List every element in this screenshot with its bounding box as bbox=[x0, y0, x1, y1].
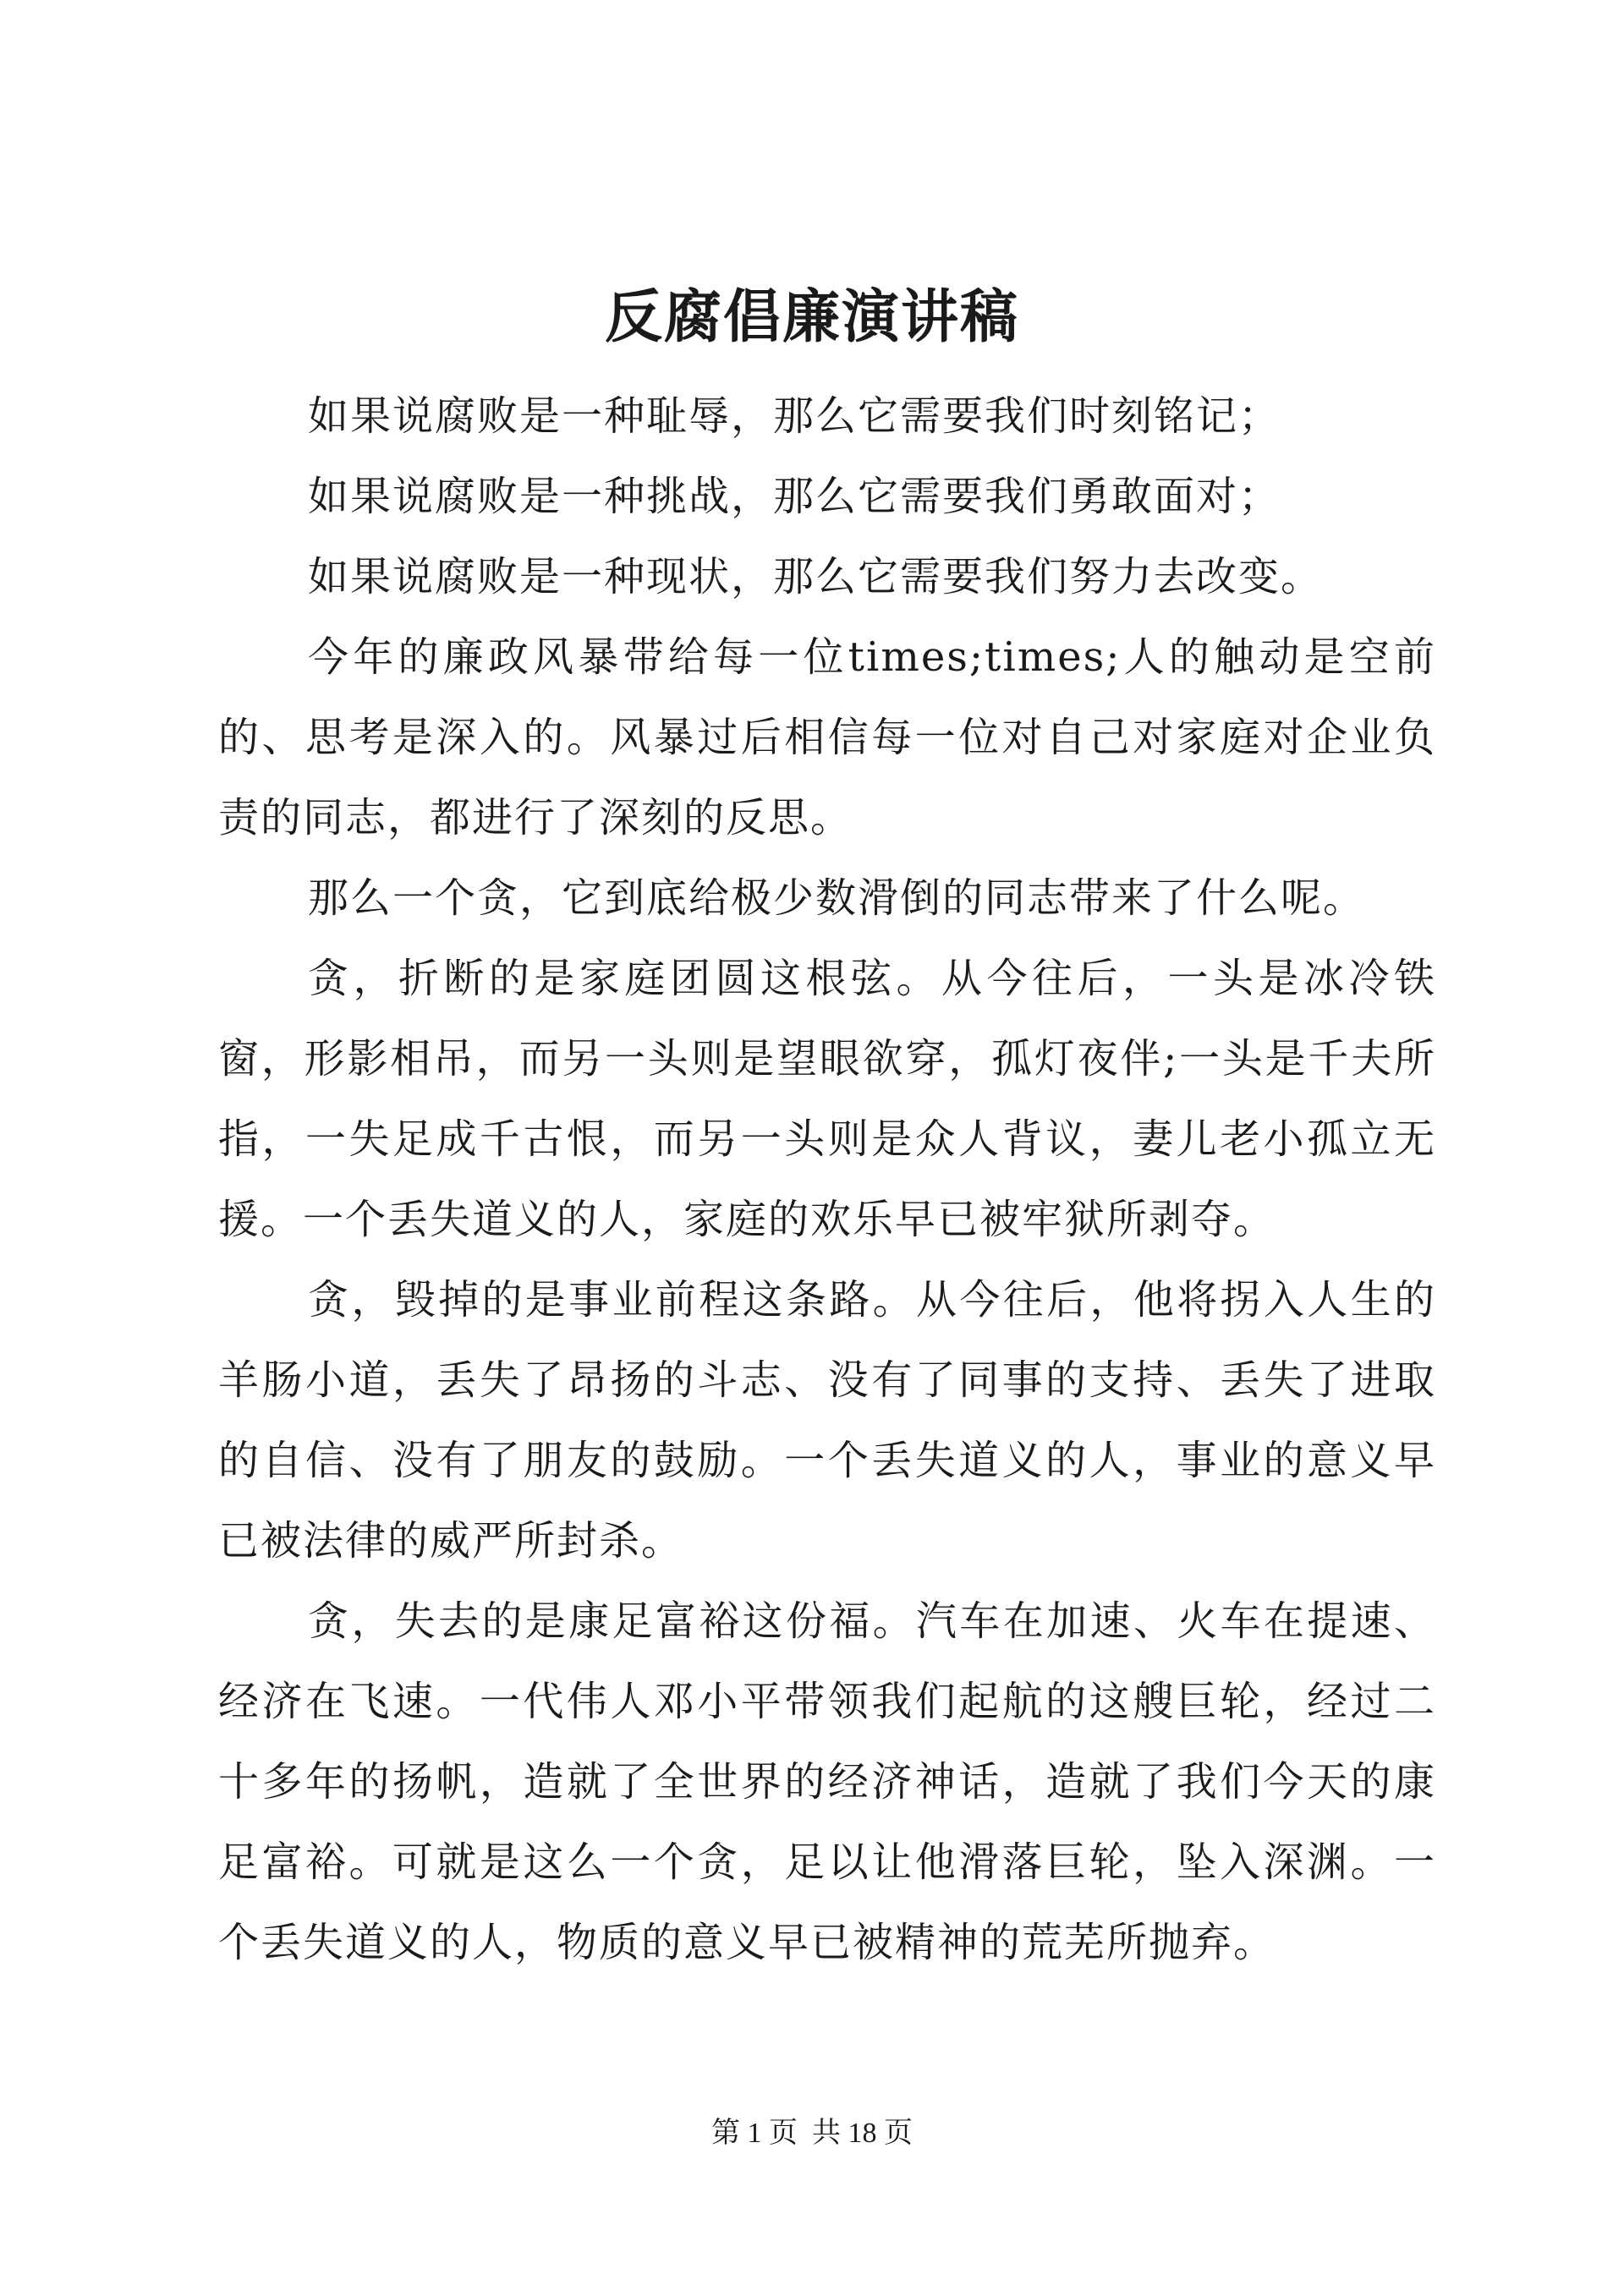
page-number-label: 第 1 页 共 18 页 bbox=[711, 2118, 913, 2149]
document-body bbox=[218, 376, 1436, 1983]
page-footer bbox=[0, 2112, 1624, 2155]
paragraph: 如果说腐败是一种耻辱，那么它需要我们时刻铭记； bbox=[308, 392, 1281, 440]
paragraph: 今年的廉政风暴带给每一位times;times;人的触动是空前的、思考是深入的。风暴过后相信每一位对自己对家庭对企业负责的同志，都进行了深刻的反思。 bbox=[218, 633, 1436, 841]
paragraph: 贪，失去的是康足富裕这份福。汽车在加速、火车在提速、经济在飞速。一代伟人邓小平带领我们起航的这艘巨轮，经过二十多年的扬帆，造就了全世界的经济神话，造就了我们今天的康足富裕。可就是这么一个贪，足以让他滑落巨轮，坠入深渊。一个丢失道义的人，物质的意义早已被精神的荒芜所抛弃。 bbox=[218, 1597, 1436, 1966]
paragraph: 如果说腐败是一种现状，那么它需要我们努力去改变。 bbox=[308, 553, 1324, 600]
paragraph: 那么一个贪，它到底给极少数滑倒的同志带来了什么呢。 bbox=[308, 874, 1366, 922]
document-title: 反腐倡廉演讲稿 bbox=[604, 283, 1019, 351]
paragraph: 如果说腐败是一种挑战，那么它需要我们勇敢面对； bbox=[308, 473, 1281, 520]
paragraph: 贪，毁掉的是事业前程这条路。从今往后，他将拐入人生的羊肠小道，丢失了昂扬的斗志、没有了同事的支持、丢失了进取的自信、没有了朋友的鼓励。一个丢失道义的人，事业的意义早已被法律的威严所封杀。 bbox=[218, 1276, 1436, 1564]
paragraph: 贪，折断的是家庭团圆这根弦。从今往后，一头是冰冷铁窗，形影相吊，而另一头则是望眼欲穿，孤灯夜伴;一头是千夫所指，一失足成千古恨，而另一头则是众人背议，妻儿老小孤立无援。一个丢失道义的人，家庭的欢乐早已被牢狱所剥夺。 bbox=[218, 955, 1436, 1243]
